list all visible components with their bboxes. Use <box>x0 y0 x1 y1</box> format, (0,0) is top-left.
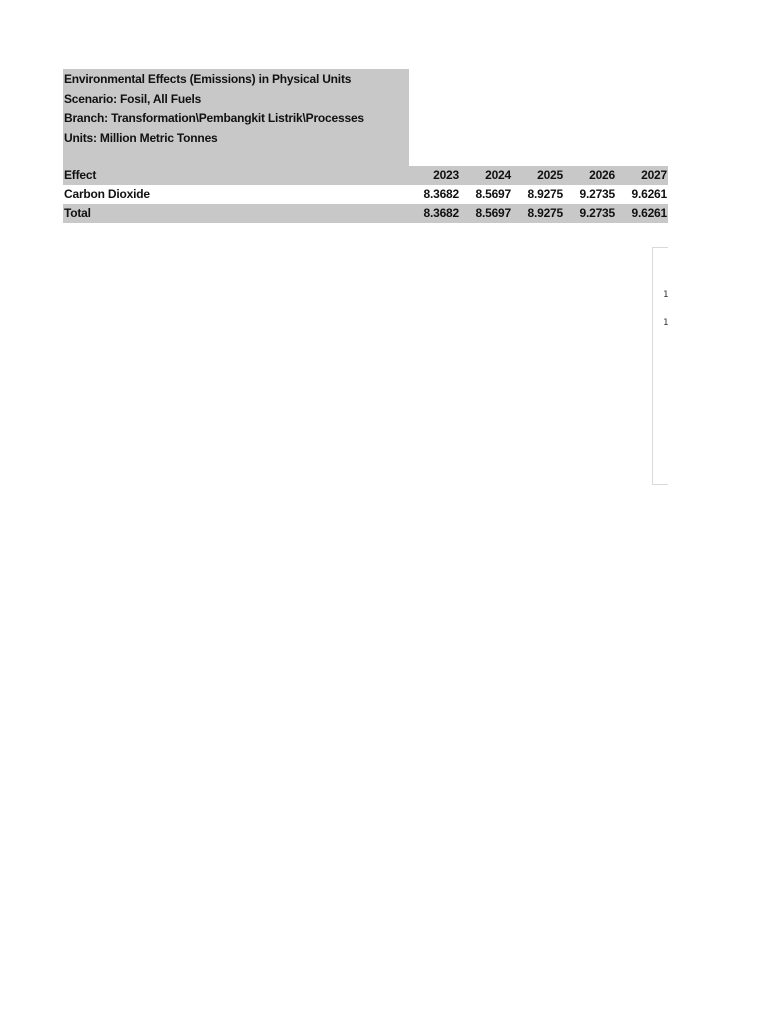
year-header: 2023 <box>433 168 459 182</box>
report-header <box>63 69 409 166</box>
year-header: 2026 <box>589 168 615 182</box>
value-cell: 9.6261 <box>631 206 667 220</box>
table-row <box>63 185 668 204</box>
report-branch: Branch: Transformation\Pembangkit Listrik\Processes <box>64 111 364 125</box>
row-label: Carbon Dioxide <box>64 187 150 201</box>
row-label: Total <box>64 206 91 220</box>
year-header: 2027 <box>641 168 667 182</box>
year-header: 2024 <box>485 168 511 182</box>
value-cell: 8.3682 <box>423 187 459 201</box>
table-row <box>63 204 668 223</box>
report-sheet <box>63 69 668 223</box>
value-cell: 9.6261 <box>631 187 667 201</box>
year-header: 2025 <box>537 168 563 182</box>
value-cell: 8.5697 <box>475 206 511 220</box>
chart-tick-label: 1 <box>663 290 669 300</box>
value-cell: 9.2735 <box>579 206 615 220</box>
value-cell: 8.5697 <box>475 187 511 201</box>
report-title: Environmental Effects (Emissions) in Physical Units <box>64 72 352 86</box>
report-scenario: Scenario: Fosil, All Fuels <box>64 91 202 106</box>
value-cell: 8.9275 <box>527 206 563 220</box>
value-cell: 8.9275 <box>527 187 563 201</box>
table-header-label: Effect <box>64 168 97 182</box>
table-header-row <box>63 166 668 185</box>
chart-tick-label: 1 <box>663 318 669 328</box>
report-units: Units: Million Metric Tonnes <box>64 130 218 145</box>
page-right-margin <box>668 0 768 1024</box>
value-cell: 9.2735 <box>579 187 615 201</box>
value-cell: 8.3682 <box>423 206 459 220</box>
